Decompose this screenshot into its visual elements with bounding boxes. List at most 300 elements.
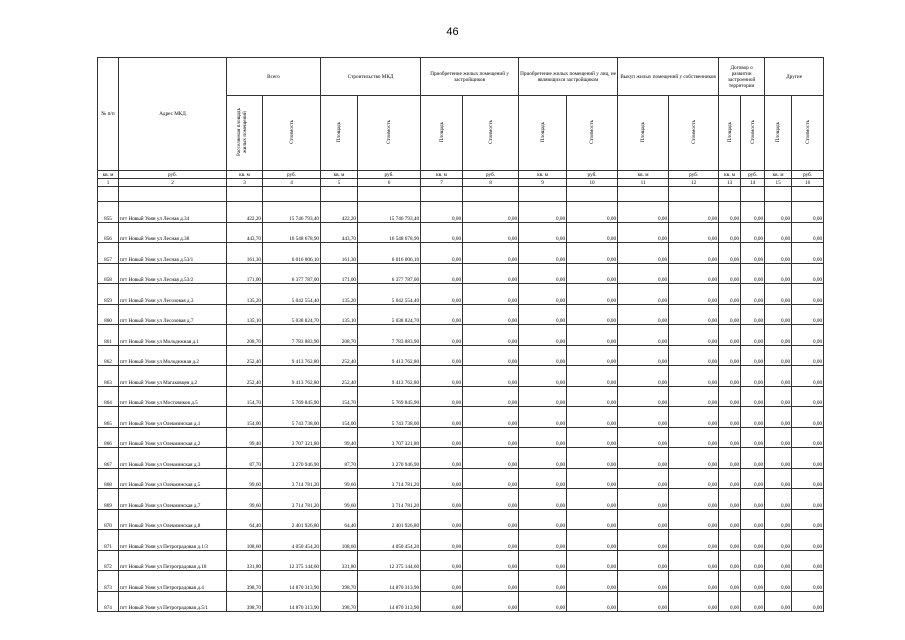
row-zero-value: 0,00 bbox=[669, 325, 719, 346]
row-zero-value: 0,00 bbox=[618, 571, 669, 592]
row-construction-cost: 5 769 845,90 bbox=[358, 386, 421, 407]
row-address: пгт Новый Уоян ул Олекминская д.3 bbox=[119, 448, 227, 469]
row-total-area: 99,60 bbox=[227, 468, 263, 489]
row-construction-cost: 14 870 313,90 bbox=[358, 571, 421, 592]
row-zero-value: 0,00 bbox=[463, 448, 519, 469]
row-total-cost: 2 401 926,80 bbox=[263, 509, 321, 530]
row-num: 874 bbox=[98, 591, 119, 612]
row-zero-value: 0,00 bbox=[792, 366, 824, 387]
row-zero-value: 0,00 bbox=[719, 427, 741, 448]
row-zero-value: 0,00 bbox=[669, 530, 719, 551]
row-zero-value: 0,00 bbox=[618, 468, 669, 489]
row-zero-value: 0,00 bbox=[618, 550, 669, 571]
row-zero-value: 0,00 bbox=[618, 202, 669, 223]
row-zero-value: 0,00 bbox=[421, 530, 463, 551]
row-zero-value: 0,00 bbox=[519, 386, 567, 407]
row-construction-cost: 2 401 926,80 bbox=[358, 509, 421, 530]
row-total-cost: 3 270 946,90 bbox=[263, 448, 321, 469]
row-construction-area: 161,30 bbox=[321, 243, 358, 264]
row-zero-value: 0,00 bbox=[741, 448, 765, 469]
row-zero-value: 0,00 bbox=[618, 509, 669, 530]
row-zero-value: 0,00 bbox=[792, 427, 824, 448]
row-construction-cost: 7 783 883,90 bbox=[358, 325, 421, 346]
row-zero-value: 0,00 bbox=[719, 304, 741, 325]
row-total-cost: 7 783 883,90 bbox=[263, 325, 321, 346]
row-num: 855 bbox=[98, 202, 119, 223]
row-zero-value: 0,00 bbox=[421, 222, 463, 243]
row-zero-value: 0,00 bbox=[519, 468, 567, 489]
row-zero-value: 0,00 bbox=[519, 509, 567, 530]
table-row bbox=[98, 427, 824, 448]
row-zero-value: 0,00 bbox=[669, 202, 719, 223]
row-zero-value: 0,00 bbox=[765, 366, 792, 387]
subheader-cost: Стоимость bbox=[567, 96, 618, 171]
row-zero-value: 0,00 bbox=[741, 468, 765, 489]
row-zero-value: 0,00 bbox=[463, 304, 519, 325]
row-address: пгт Новый Уоян ул Олекминская д.8 bbox=[119, 509, 227, 530]
row-zero-value: 0,00 bbox=[618, 284, 669, 305]
row-zero-value: 0,00 bbox=[792, 284, 824, 305]
row-zero-value: 0,00 bbox=[463, 427, 519, 448]
row-zero-value: 0,00 bbox=[519, 304, 567, 325]
row-zero-value: 0,00 bbox=[567, 407, 618, 428]
row-zero-value: 0,00 bbox=[618, 325, 669, 346]
row-total-cost: 9 413 762,80 bbox=[263, 366, 321, 387]
row-total-cost: 14 870 313,90 bbox=[263, 571, 321, 592]
row-construction-area: 331,80 bbox=[321, 550, 358, 571]
row-address: пгт Новый Уоян ул Мостовиков д.5 bbox=[119, 386, 227, 407]
row-zero-value: 0,00 bbox=[567, 304, 618, 325]
row-zero-value: 0,00 bbox=[792, 325, 824, 346]
row-zero-value: 0,00 bbox=[741, 427, 765, 448]
spacer-row bbox=[98, 187, 824, 202]
row-zero-value: 0,00 bbox=[792, 530, 824, 551]
row-construction-area: 99,60 bbox=[321, 489, 358, 510]
row-total-area: 422,20 bbox=[227, 202, 263, 223]
row-zero-value: 0,00 bbox=[792, 448, 824, 469]
row-address: пгт Новый Уоян ул Магаковцев д.2 bbox=[119, 366, 227, 387]
row-construction-cost: 4 050 454,20 bbox=[358, 530, 421, 551]
column-number-cell: 8 bbox=[463, 179, 519, 187]
row-zero-value: 0,00 bbox=[741, 345, 765, 366]
unit-cell: кв. м bbox=[618, 171, 669, 179]
row-address: пгт Новый Уоян ул Петроградовая д.4 bbox=[119, 571, 227, 592]
row-construction-cost: 12 375 144,60 bbox=[358, 550, 421, 571]
column-number-cell: 9 bbox=[519, 179, 567, 187]
row-zero-value: 0,00 bbox=[567, 550, 618, 571]
row-zero-value: 0,00 bbox=[463, 325, 519, 346]
unit-cell: кв. м bbox=[765, 171, 792, 179]
row-total-area: 154,70 bbox=[227, 386, 263, 407]
row-construction-cost: 14 870 313,90 bbox=[358, 591, 421, 612]
subheader-area: Площадь bbox=[719, 96, 741, 171]
row-num: 865 bbox=[98, 407, 119, 428]
row-zero-value: 0,00 bbox=[792, 571, 824, 592]
row-zero-value: 0,00 bbox=[463, 366, 519, 387]
row-construction-cost: 3 714 781,20 bbox=[358, 489, 421, 510]
row-zero-value: 0,00 bbox=[719, 571, 741, 592]
row-construction-cost: 5 038 824,70 bbox=[358, 304, 421, 325]
row-construction-area: 443,70 bbox=[321, 222, 358, 243]
row-zero-value: 0,00 bbox=[618, 427, 669, 448]
row-address: пгт Новый Уоян ул Лесозовая д.3 bbox=[119, 284, 227, 305]
unit-cell: руб. bbox=[567, 171, 618, 179]
row-zero-value: 0,00 bbox=[669, 284, 719, 305]
row-zero-value: 0,00 bbox=[669, 448, 719, 469]
row-zero-value: 0,00 bbox=[519, 407, 567, 428]
row-zero-value: 0,00 bbox=[792, 243, 824, 264]
row-zero-value: 0,00 bbox=[669, 427, 719, 448]
row-address: пгт Новый Уоян ул Молодежная д.2 bbox=[119, 345, 227, 366]
row-zero-value: 0,00 bbox=[669, 489, 719, 510]
row-zero-value: 0,00 bbox=[792, 468, 824, 489]
row-construction-area: 252,40 bbox=[321, 345, 358, 366]
unit-cell: кв. м bbox=[719, 171, 741, 179]
unit-cell: руб. bbox=[463, 171, 519, 179]
row-zero-value: 0,00 bbox=[719, 468, 741, 489]
row-zero-value: 0,00 bbox=[741, 243, 765, 264]
row-zero-value: 0,00 bbox=[618, 530, 669, 551]
row-zero-value: 0,00 bbox=[463, 468, 519, 489]
row-zero-value: 0,00 bbox=[765, 468, 792, 489]
row-total-cost: 14 870 313,90 bbox=[263, 591, 321, 612]
row-zero-value: 0,00 bbox=[669, 550, 719, 571]
row-zero-value: 0,00 bbox=[765, 591, 792, 612]
row-construction-cost: 5 743 738,00 bbox=[358, 407, 421, 428]
unit-cell: кв. м bbox=[421, 171, 463, 179]
row-zero-value: 0,00 bbox=[519, 550, 567, 571]
table-row bbox=[98, 284, 824, 305]
row-zero-value: 0,00 bbox=[618, 591, 669, 612]
row-zero-value: 0,00 bbox=[421, 407, 463, 428]
unit-cell: руб. bbox=[119, 171, 227, 179]
column-number-cell: 6 bbox=[358, 179, 421, 187]
row-zero-value: 0,00 bbox=[618, 263, 669, 284]
column-number-cell: 3 bbox=[227, 179, 263, 187]
row-zero-value: 0,00 bbox=[421, 263, 463, 284]
row-zero-value: 0,00 bbox=[421, 427, 463, 448]
row-zero-value: 0,00 bbox=[567, 571, 618, 592]
row-zero-value: 0,00 bbox=[741, 304, 765, 325]
row-address: пгт Новый Уоян ул Лесная д.53/1 bbox=[119, 243, 227, 264]
row-zero-value: 0,00 bbox=[719, 202, 741, 223]
row-zero-value: 0,00 bbox=[719, 386, 741, 407]
row-zero-value: 0,00 bbox=[765, 571, 792, 592]
row-total-cost: 3 714 781,20 bbox=[263, 468, 321, 489]
row-zero-value: 0,00 bbox=[669, 243, 719, 264]
row-zero-value: 0,00 bbox=[741, 366, 765, 387]
column-number-cell: 14 bbox=[741, 179, 765, 187]
row-zero-value: 0,00 bbox=[421, 304, 463, 325]
row-zero-value: 0,00 bbox=[765, 304, 792, 325]
row-zero-value: 0,00 bbox=[421, 345, 463, 366]
row-num: 864 bbox=[98, 386, 119, 407]
column-number-cell: 5 bbox=[321, 179, 358, 187]
column-number-cell: 11 bbox=[618, 179, 669, 187]
row-address: пгт Новый Уоян ул Лесная д.53/2 bbox=[119, 263, 227, 284]
unit-cell: кв. м bbox=[227, 171, 263, 179]
row-zero-value: 0,00 bbox=[741, 407, 765, 428]
header-construction: Строительство МКД bbox=[321, 58, 421, 96]
row-zero-value: 0,00 bbox=[765, 550, 792, 571]
row-zero-value: 0,00 bbox=[567, 263, 618, 284]
row-total-area: 161,30 bbox=[227, 243, 263, 264]
row-zero-value: 0,00 bbox=[669, 386, 719, 407]
row-num: 870 bbox=[98, 509, 119, 530]
row-zero-value: 0,00 bbox=[741, 222, 765, 243]
row-zero-value: 0,00 bbox=[567, 530, 618, 551]
table-row bbox=[98, 571, 824, 592]
table-row bbox=[98, 386, 824, 407]
row-zero-value: 0,00 bbox=[765, 530, 792, 551]
subheader-cost: Стоимость bbox=[263, 96, 321, 171]
row-total-cost: 5 743 738,00 bbox=[263, 407, 321, 428]
header-non-developers: Приобретение жилых помещений у лиц, не являющихся застройщиком bbox=[519, 58, 618, 96]
row-total-area: 135,20 bbox=[227, 284, 263, 305]
table-row bbox=[98, 591, 824, 612]
row-zero-value: 0,00 bbox=[719, 366, 741, 387]
row-num: 856 bbox=[98, 222, 119, 243]
row-construction-area: 154,70 bbox=[321, 386, 358, 407]
table-row bbox=[98, 202, 824, 223]
row-zero-value: 0,00 bbox=[567, 386, 618, 407]
row-construction-area: 87,70 bbox=[321, 448, 358, 469]
row-zero-value: 0,00 bbox=[792, 304, 824, 325]
row-total-cost: 5 042 554,40 bbox=[263, 284, 321, 305]
table-row bbox=[98, 304, 824, 325]
row-total-area: 99,40 bbox=[227, 427, 263, 448]
subheader-cost: Стоимость bbox=[669, 96, 719, 171]
header-territory: Договор о развитии застроенной территории bbox=[719, 58, 765, 96]
row-num: 868 bbox=[98, 468, 119, 489]
row-zero-value: 0,00 bbox=[519, 591, 567, 612]
row-construction-cost: 3 714 781,20 bbox=[358, 468, 421, 489]
row-num: 860 bbox=[98, 304, 119, 325]
row-total-area: 398,70 bbox=[227, 571, 263, 592]
subheader-area: Площадь bbox=[618, 96, 669, 171]
row-zero-value: 0,00 bbox=[741, 509, 765, 530]
row-zero-value: 0,00 bbox=[519, 571, 567, 592]
table-row bbox=[98, 489, 824, 510]
row-num: 859 bbox=[98, 284, 119, 305]
row-address: пгт Новый Уоян ул Лесозовая д.7 bbox=[119, 304, 227, 325]
row-construction-cost: 3 707 321,80 bbox=[358, 427, 421, 448]
row-zero-value: 0,00 bbox=[519, 427, 567, 448]
row-zero-value: 0,00 bbox=[741, 284, 765, 305]
row-construction-cost: 6 016 006,10 bbox=[358, 243, 421, 264]
row-construction-area: 422,20 bbox=[321, 202, 358, 223]
row-zero-value: 0,00 bbox=[792, 202, 824, 223]
row-zero-value: 0,00 bbox=[741, 530, 765, 551]
row-total-area: 171,00 bbox=[227, 263, 263, 284]
row-construction-cost: 9 413 762,80 bbox=[358, 366, 421, 387]
row-zero-value: 0,00 bbox=[792, 550, 824, 571]
row-num: 857 bbox=[98, 243, 119, 264]
row-zero-value: 0,00 bbox=[719, 550, 741, 571]
row-total-area: 443,70 bbox=[227, 222, 263, 243]
row-total-area: 252,40 bbox=[227, 366, 263, 387]
row-total-cost: 3 707 321,80 bbox=[263, 427, 321, 448]
row-construction-area: 135,10 bbox=[321, 304, 358, 325]
row-construction-area: 99,60 bbox=[321, 468, 358, 489]
row-zero-value: 0,00 bbox=[669, 222, 719, 243]
row-zero-value: 0,00 bbox=[421, 550, 463, 571]
row-total-area: 108,60 bbox=[227, 530, 263, 551]
row-zero-value: 0,00 bbox=[567, 468, 618, 489]
row-zero-value: 0,00 bbox=[463, 509, 519, 530]
row-total-area: 398,70 bbox=[227, 591, 263, 612]
row-zero-value: 0,00 bbox=[741, 202, 765, 223]
row-zero-value: 0,00 bbox=[719, 591, 741, 612]
row-construction-area: 108,60 bbox=[321, 530, 358, 551]
row-zero-value: 0,00 bbox=[567, 366, 618, 387]
row-zero-value: 0,00 bbox=[567, 345, 618, 366]
row-total-cost: 4 050 454,20 bbox=[263, 530, 321, 551]
row-zero-value: 0,00 bbox=[792, 222, 824, 243]
row-zero-value: 0,00 bbox=[519, 202, 567, 223]
row-num: 873 bbox=[98, 571, 119, 592]
row-num: 867 bbox=[98, 448, 119, 469]
table-body bbox=[98, 202, 824, 612]
row-zero-value: 0,00 bbox=[741, 386, 765, 407]
row-zero-value: 0,00 bbox=[421, 509, 463, 530]
row-zero-value: 0,00 bbox=[567, 448, 618, 469]
row-zero-value: 0,00 bbox=[669, 304, 719, 325]
subheader-area: Площадь bbox=[765, 96, 792, 171]
row-construction-cost: 5 042 554,40 bbox=[358, 284, 421, 305]
table-row bbox=[98, 509, 824, 530]
row-zero-value: 0,00 bbox=[669, 571, 719, 592]
row-zero-value: 0,00 bbox=[765, 509, 792, 530]
row-zero-value: 0,00 bbox=[618, 407, 669, 428]
subheader-cost: Стоимость bbox=[463, 96, 519, 171]
row-zero-value: 0,00 bbox=[765, 325, 792, 346]
row-zero-value: 0,00 bbox=[669, 468, 719, 489]
row-construction-area: 171,00 bbox=[321, 263, 358, 284]
table-row bbox=[98, 550, 824, 571]
row-zero-value: 0,00 bbox=[463, 530, 519, 551]
row-address: пгт Новый Уоян ул Олекминская д.5 bbox=[119, 468, 227, 489]
table-row bbox=[98, 263, 824, 284]
row-zero-value: 0,00 bbox=[567, 202, 618, 223]
row-zero-value: 0,00 bbox=[618, 366, 669, 387]
row-zero-value: 0,00 bbox=[765, 386, 792, 407]
row-zero-value: 0,00 bbox=[519, 530, 567, 551]
row-zero-value: 0,00 bbox=[618, 448, 669, 469]
row-zero-value: 0,00 bbox=[792, 263, 824, 284]
row-address: пгт Новый Уоян ул Петроградовая д.18 bbox=[119, 550, 227, 571]
row-total-area: 87,70 bbox=[227, 448, 263, 469]
subheader-area: Площадь bbox=[421, 96, 463, 171]
row-zero-value: 0,00 bbox=[669, 407, 719, 428]
row-construction-area: 64,40 bbox=[321, 509, 358, 530]
row-zero-value: 0,00 bbox=[618, 304, 669, 325]
row-zero-value: 0,00 bbox=[519, 489, 567, 510]
row-zero-value: 0,00 bbox=[719, 509, 741, 530]
row-zero-value: 0,00 bbox=[519, 345, 567, 366]
unit-cell: кв. м bbox=[321, 171, 358, 179]
row-construction-area: 135,20 bbox=[321, 284, 358, 305]
row-zero-value: 0,00 bbox=[463, 263, 519, 284]
row-zero-value: 0,00 bbox=[567, 591, 618, 612]
row-zero-value: 0,00 bbox=[669, 263, 719, 284]
header-total: Всего bbox=[227, 58, 321, 96]
row-zero-value: 0,00 bbox=[618, 386, 669, 407]
page-number: 46 bbox=[446, 26, 459, 38]
row-zero-value: 0,00 bbox=[421, 386, 463, 407]
subheader-cost: Стоимость bbox=[741, 96, 765, 171]
column-number-cell: 7 bbox=[421, 179, 463, 187]
row-construction-area: 99,40 bbox=[321, 427, 358, 448]
row-zero-value: 0,00 bbox=[463, 284, 519, 305]
table-row bbox=[98, 530, 824, 551]
row-total-area: 135,10 bbox=[227, 304, 263, 325]
row-num: 866 bbox=[98, 427, 119, 448]
row-zero-value: 0,00 bbox=[519, 325, 567, 346]
column-number-cell: 10 bbox=[567, 179, 618, 187]
row-num: 872 bbox=[98, 550, 119, 571]
subheader-cost: Стоимость bbox=[792, 96, 824, 171]
row-zero-value: 0,00 bbox=[519, 284, 567, 305]
row-zero-value: 0,00 bbox=[421, 284, 463, 305]
row-zero-value: 0,00 bbox=[719, 243, 741, 264]
header-num: № п/п bbox=[98, 58, 119, 171]
row-total-area: 208,70 bbox=[227, 325, 263, 346]
row-construction-cost: 6 377 787,00 bbox=[358, 263, 421, 284]
row-address: пгт Новый Уоян ул Петроградовая д.1/3 bbox=[119, 530, 227, 551]
row-construction-cost: 16 548 678,90 bbox=[358, 222, 421, 243]
row-zero-value: 0,00 bbox=[421, 448, 463, 469]
row-zero-value: 0,00 bbox=[765, 243, 792, 264]
row-zero-value: 0,00 bbox=[463, 345, 519, 366]
row-total-area: 64,40 bbox=[227, 509, 263, 530]
row-zero-value: 0,00 bbox=[765, 345, 792, 366]
unit-cell: руб. bbox=[358, 171, 421, 179]
row-zero-value: 0,00 bbox=[463, 222, 519, 243]
row-zero-value: 0,00 bbox=[669, 509, 719, 530]
column-numbers-row bbox=[98, 179, 824, 187]
row-zero-value: 0,00 bbox=[421, 571, 463, 592]
row-construction-area: 398,70 bbox=[321, 571, 358, 592]
row-num: 861 bbox=[98, 325, 119, 346]
table-row bbox=[98, 222, 824, 243]
row-zero-value: 0,00 bbox=[618, 222, 669, 243]
row-zero-value: 0,00 bbox=[669, 366, 719, 387]
row-zero-value: 0,00 bbox=[463, 550, 519, 571]
row-address: пгт Новый Уоян ул Олекминская д.2 bbox=[119, 427, 227, 448]
row-construction-area: 154,00 bbox=[321, 407, 358, 428]
row-zero-value: 0,00 bbox=[618, 489, 669, 510]
row-address: пгт Новый Уоян ул Олекминская д.1 bbox=[119, 407, 227, 428]
row-zero-value: 0,00 bbox=[765, 427, 792, 448]
row-zero-value: 0,00 bbox=[765, 448, 792, 469]
column-number-cell: 2 bbox=[119, 179, 227, 187]
row-zero-value: 0,00 bbox=[719, 325, 741, 346]
row-address: пгт Новый Уоян ул Лесная д.34 bbox=[119, 202, 227, 223]
row-construction-area: 208,70 bbox=[321, 325, 358, 346]
row-zero-value: 0,00 bbox=[519, 222, 567, 243]
header-developers: Приобретение жилых помещений у застройщиков bbox=[421, 58, 519, 96]
units-row bbox=[98, 171, 824, 179]
row-num: 862 bbox=[98, 345, 119, 366]
row-total-cost: 15 746 793,40 bbox=[263, 202, 321, 223]
row-address: пгт Новый Уоян ул Лесная д.38 bbox=[119, 222, 227, 243]
row-total-cost: 5 769 845,90 bbox=[263, 386, 321, 407]
row-zero-value: 0,00 bbox=[792, 407, 824, 428]
row-zero-value: 0,00 bbox=[792, 591, 824, 612]
row-zero-value: 0,00 bbox=[463, 591, 519, 612]
row-total-cost: 5 038 824,70 bbox=[263, 304, 321, 325]
